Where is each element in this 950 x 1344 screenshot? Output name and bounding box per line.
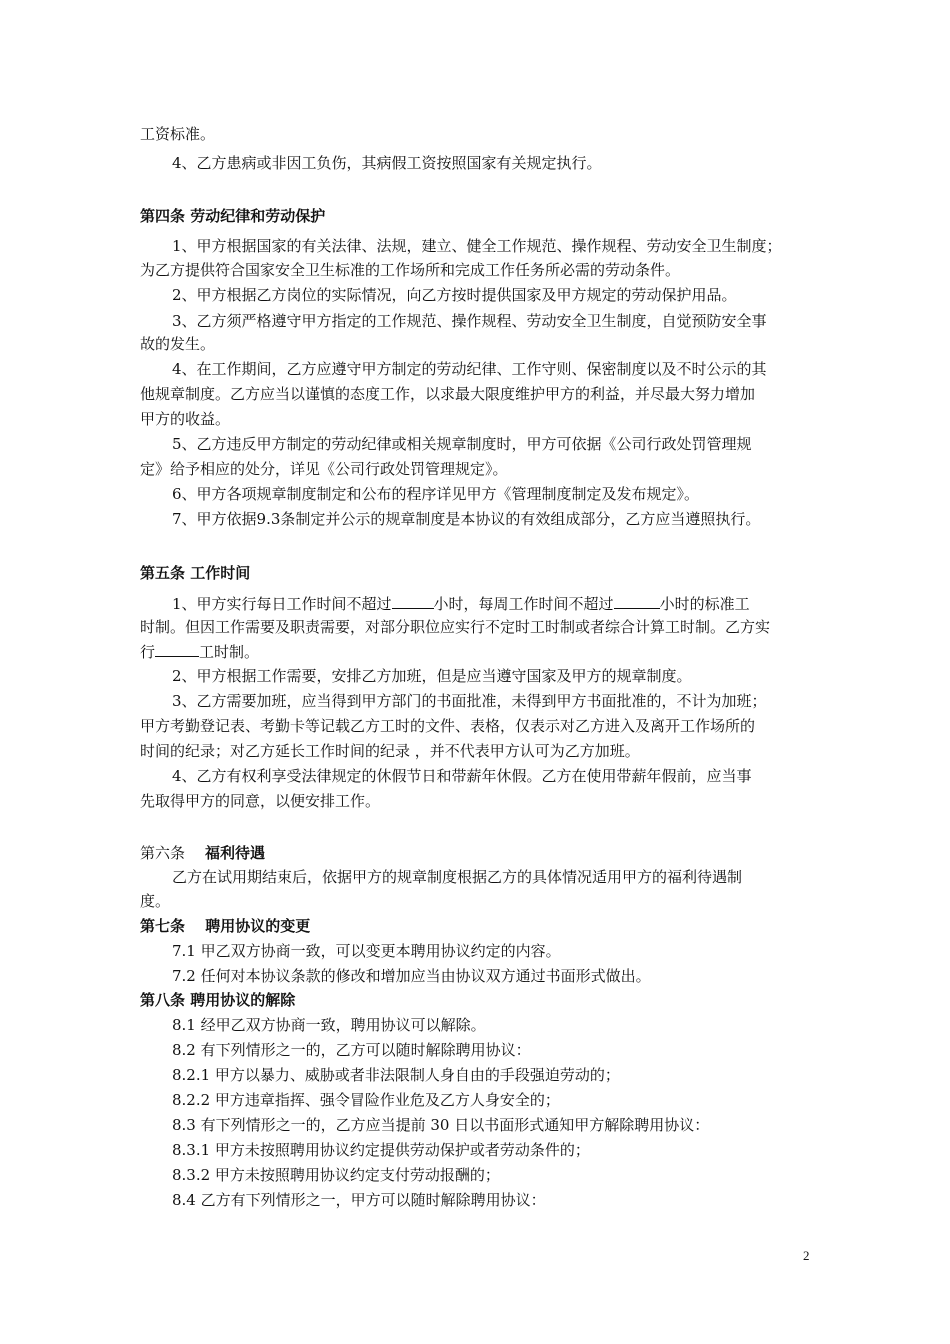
text-line: 3、乙方需要加班，应当得到甲方部门的书面批准，未得到甲方书面批准的，不计为加班；: [172, 692, 767, 710]
section-heading: 第八条 聘用协议的解除: [140, 991, 296, 1009]
text-segment: 工时制。: [199, 643, 260, 661]
section-heading: 第五条 工作时间: [140, 564, 251, 582]
text-line: 8.2 有下列情形之一的，乙方可以随时解除聘用协议：: [172, 1041, 531, 1059]
text-line: 6、甲方各项规章制度制定和公布的程序详见甲方《管理制度制定及发布规定》。: [172, 485, 700, 503]
text-line: 8.3 有下列情形之一的，乙方应当提前 30 日以书面形式通知甲方解除聘用协议：: [172, 1116, 710, 1134]
text-segment: 小时的标准工: [659, 595, 750, 613]
text-line: [172, 593, 822, 614]
text-line: 2、甲方根据乙方岗位的实际情况，向乙方按时提供国家及甲方规定的劳动保护用品。: [172, 286, 737, 304]
text-line: 定》给予相应的处分，详见《公司行政处罚管理规定》。: [140, 460, 508, 478]
blank-weekly-hours: [614, 593, 660, 609]
text-segment: 小时，每周工作时间不超过: [433, 595, 614, 613]
text-line: 4、在工作期间，乙方应遵守甲方制定的劳动纪律、工作守则、保密制度以及不时公示的其: [172, 360, 767, 378]
text-line: 先取得甲方的同意，以便安排工作。: [140, 792, 381, 810]
text-line: [140, 641, 820, 662]
text-line: 2、甲方根据工作需要，安排乙方加班，但是应当遵守国家及甲方的规章制度。: [172, 667, 692, 685]
text-line: 4、乙方患病或非因工负伤，其病假工资按照国家有关规定执行。: [172, 154, 602, 172]
text-line: 甲方考勤登记表、考勤卡等记载乙方工时的文件、表格，仅表示对乙方进入及离开工作场所的: [140, 717, 756, 735]
section-heading: 第四条 劳动纪律和劳动保护: [140, 207, 326, 225]
text-line: 时制。但因工作需要及职责需要，对部分职位应实行不定时工时制或者综合计算工时制。乙方实: [140, 618, 771, 636]
text-line: 8.4 乙方有下列情形之一，甲方可以随时解除聘用协议：: [172, 1191, 546, 1209]
text-segment: 1、甲方实行每日工作时间不超过: [172, 595, 392, 613]
text-line: 时间的纪录；对乙方延长工作时间的纪录 ，并不代表甲方认可为乙方加班。: [140, 742, 640, 760]
text-segment: 行: [140, 643, 156, 661]
blank-work-hour-system: [155, 641, 199, 657]
text-line: 度。: [140, 892, 171, 910]
text-line: 他规章制度。乙方应当以谨慎的态度工作，以求最大限度维护甲方的利益，并尽最大努力增加: [140, 385, 756, 403]
text-line: 乙方在试用期结束后，依据甲方的规章制度根据乙方的具体情况适用甲方的福利待遇制: [172, 868, 743, 886]
text-line: 7.1 甲乙双方协商一致，可以变更本聘用协议约定的内容。: [172, 942, 561, 960]
text-line: 7、甲方依据9.3条制定并公示的规章制度是本协议的有效组成部分，乙方应当遵照执行。: [172, 510, 761, 528]
page-number: 2: [803, 1248, 810, 1263]
article-number: 第六条: [140, 844, 186, 862]
text-line: 7.2 任何对本协议条款的修改和增加应当由协议双方通过书面形式做出。: [172, 967, 651, 985]
text-line: 5、乙方违反甲方制定的劳动纪律或相关规章制度时，甲方可依据《公司行政处罚管理规: [172, 435, 752, 453]
article-title: 福利待遇: [205, 844, 266, 862]
text-line: 3、乙方须严格遵守甲方指定的工作规范、操作规程、劳动安全卫生制度，自觉预防安全事: [172, 312, 767, 330]
text-line: 4、乙方有权利享受法律规定的休假节日和带薪年休假。乙方在使用带薪年假前，应当事: [172, 767, 752, 785]
blank-daily-hours: [392, 593, 434, 609]
text-line: 甲方的收益。: [140, 410, 231, 428]
text-line: 为乙方提供符合国家安全卫生标准的工作场所和完成工作任务所必需的劳动条件。: [140, 261, 681, 279]
text-line: 8.3.2 甲方未按照聘用协议约定支付劳动报酬的；: [172, 1166, 500, 1184]
text-line: 工资标准。: [140, 125, 216, 143]
section-heading: 第七条 聘用协议的变更: [140, 917, 311, 935]
text-line: 8.2.1 甲方以暴力、威胁或者非法限制人身自由的手段强迫劳动的；: [172, 1066, 620, 1084]
text-line: 故的发生。: [140, 335, 216, 353]
text-line: 1、甲方根据国家的有关法律、法规，建立、健全工作规范、操作规程、劳动安全卫生制度；: [172, 237, 782, 255]
text-line: 8.3.1 甲方未按照聘用协议约定提供劳动保护或者劳动条件的；: [172, 1141, 590, 1159]
text-line: 8.1 经甲乙双方协商一致，聘用协议可以解除。: [172, 1016, 486, 1034]
text-line: 8.2.2 甲方违章指挥、强令冒险作业危及乙方人身安全的；: [172, 1091, 560, 1109]
section-heading: [140, 843, 820, 863]
